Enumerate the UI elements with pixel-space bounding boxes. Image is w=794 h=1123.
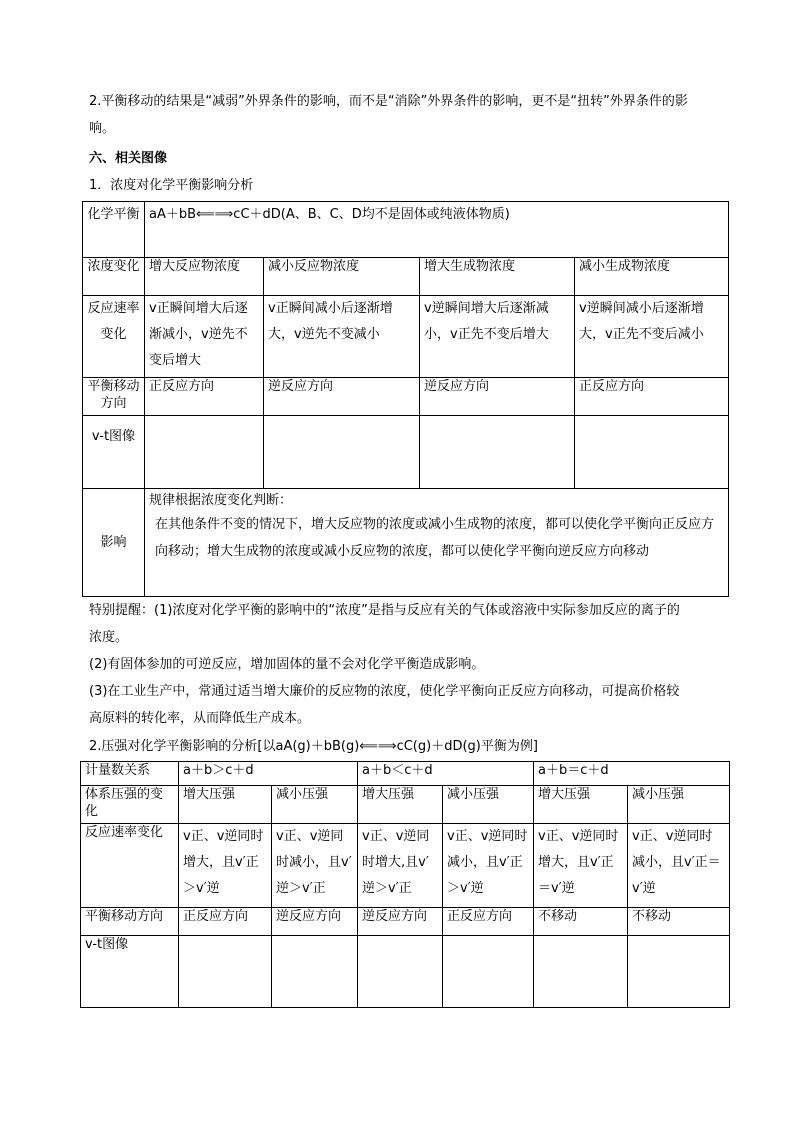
rate-cell: v逆瞬间减小后逐渐增大，v正先不变后减小 xyxy=(575,296,729,378)
vt-graph-cell xyxy=(358,936,443,1008)
concentration-cell: 减小反应物浓度 xyxy=(264,258,420,296)
row-concentration-label: 浓度变化 xyxy=(83,258,145,296)
pressure-cell: 增大压强 xyxy=(179,786,272,824)
shift-cell: 不移动 xyxy=(628,908,730,936)
shift-cell: 逆反应方向 xyxy=(358,908,443,936)
row-rate-label: 反应速率变化 xyxy=(81,824,179,908)
note3-line2: 高原料的转化率，从而降低生产成本。 xyxy=(89,711,311,726)
section-title: 六、相关图像 xyxy=(89,151,168,166)
shift-cell: 正反应方向 xyxy=(443,908,534,936)
shift-cell: 正反应方向 xyxy=(575,378,729,416)
vt-graph-cell xyxy=(145,416,264,489)
header-label: 化学平衡 xyxy=(83,202,145,258)
rate-cell: v逆瞬间增大后逐渐减小，v正先不变后增大 xyxy=(420,296,575,378)
shift-cell: 逆反应方向 xyxy=(420,378,575,416)
vt-graph-cell xyxy=(628,936,730,1008)
concentration-cell: 增大反应物浓度 xyxy=(145,258,264,296)
rate-cell: v正、v逆同时减小，且v′正＞v′逆 xyxy=(443,824,534,908)
note1-line1: 特别提醒：(1)浓度对化学平衡的影响中的“浓度”是指与反应有关的气体或溶液中实际参加反应的离子的 xyxy=(89,603,680,618)
relation-cell: a＋b＜c＋d xyxy=(358,762,534,786)
shift-cell: 正反应方向 xyxy=(179,908,272,936)
row-vt-label: v-t图像 xyxy=(81,936,179,1008)
relation-cell: a＋b＞c＋d xyxy=(179,762,358,786)
rate-cell: v正、v逆同时减小，且v′正＝v′逆 xyxy=(628,824,730,908)
vt-graph-cell xyxy=(264,416,420,489)
rate-cell: v正瞬间减小后逐渐增大，v逆先不变减小 xyxy=(264,296,420,378)
effect-text: 在其他条件不变的情况下，增大反应物的浓度或减小生成物的浓度，都可以使化学平衡向正反应方向移动；增大生成物的浓度或减小反应物的浓度，都可以使化学平衡向逆反应方向移动 xyxy=(155,517,715,559)
vt-graph-cell xyxy=(179,936,272,1008)
shift-cell: 逆反应方向 xyxy=(272,908,358,936)
subsection-1-title: 1．浓度对化学平衡影响分析 xyxy=(89,178,254,193)
concentration-table xyxy=(82,201,729,597)
vt-graph-cell xyxy=(534,936,628,1008)
pressure-cell: 增大压强 xyxy=(534,786,628,824)
note2: (2)有固体参加的可逆反应，增加固体的量不会对化学平衡造成影响。 xyxy=(89,657,485,672)
pressure-cell: 减小压强 xyxy=(272,786,358,824)
vt-graph-cell xyxy=(272,936,358,1008)
relation-cell: a＋b＝c＋d xyxy=(534,762,730,786)
rate-cell: v正、v逆同时增大，且v′正＝v′逆 xyxy=(534,824,628,908)
intro-para2-line2: 响。 xyxy=(89,121,116,136)
row-relation-label: 计量数关系 xyxy=(81,762,179,786)
rate-cell: v正、v逆同时减小，且v′逆＞v′正 xyxy=(272,824,358,908)
concentration-cell: 增大生成物浓度 xyxy=(420,258,575,296)
rate-cell: v正、v逆同时增大，且v′正＞v′逆 xyxy=(179,824,272,908)
shift-cell: 不移动 xyxy=(534,908,628,936)
shift-cell: 逆反应方向 xyxy=(264,378,420,416)
rate-cell: v正、v逆同时增大,且v′逆＞v′正 xyxy=(358,824,443,908)
pressure-cell: 增大压强 xyxy=(358,786,443,824)
row-shift-label: 平衡移动方向 xyxy=(81,908,179,936)
pressure-cell: 减小压强 xyxy=(628,786,730,824)
vt-graph-cell xyxy=(443,936,534,1008)
row-pressure-label: 体系压强的变化 xyxy=(81,786,179,824)
note3-line1: (3)在工业生产中，常通过适当增大廉价的反应物的浓度，使化学平衡向正反应方向移动，可提高价格较 xyxy=(89,684,680,699)
vt-graph-cell xyxy=(575,416,729,489)
row-vt-label: v-t图像 xyxy=(83,416,145,489)
row-effect-label: 影响 xyxy=(83,489,145,597)
row-shift-label: 平衡移动方向 xyxy=(83,378,145,416)
pressure-cell: 减小压强 xyxy=(443,786,534,824)
effect-rule: 规律根据浓度变化判断： xyxy=(149,493,293,508)
pressure-table xyxy=(80,761,730,1008)
subsection-2-title: 2.压强对化学平衡影响的分析[以aA(g)＋bB(g)⟸⟹cC(g)＋dD(g)平衡为例] xyxy=(89,739,538,754)
effect-cell xyxy=(145,489,729,597)
concentration-cell: 减小生成物浓度 xyxy=(575,258,729,296)
note1-line2: 浓度。 xyxy=(89,630,129,645)
vt-graph-cell xyxy=(420,416,575,489)
shift-cell: 正反应方向 xyxy=(145,378,264,416)
intro-para2-line1: 2.平衡移动的结果是“减弱”外界条件的影响，而不是“消除”外界条件的影响，更不是“扭转”外界条件的影 xyxy=(89,94,688,109)
equation: aA＋bB⟸⟹cC＋dD(A、B、C、D均不是固体或纯液体物质) xyxy=(145,202,729,258)
rate-cell: v正瞬间增大后逐渐减小，v逆先不变后增大 xyxy=(145,296,264,378)
row-rate-label: 反应速率变化 xyxy=(83,296,145,378)
